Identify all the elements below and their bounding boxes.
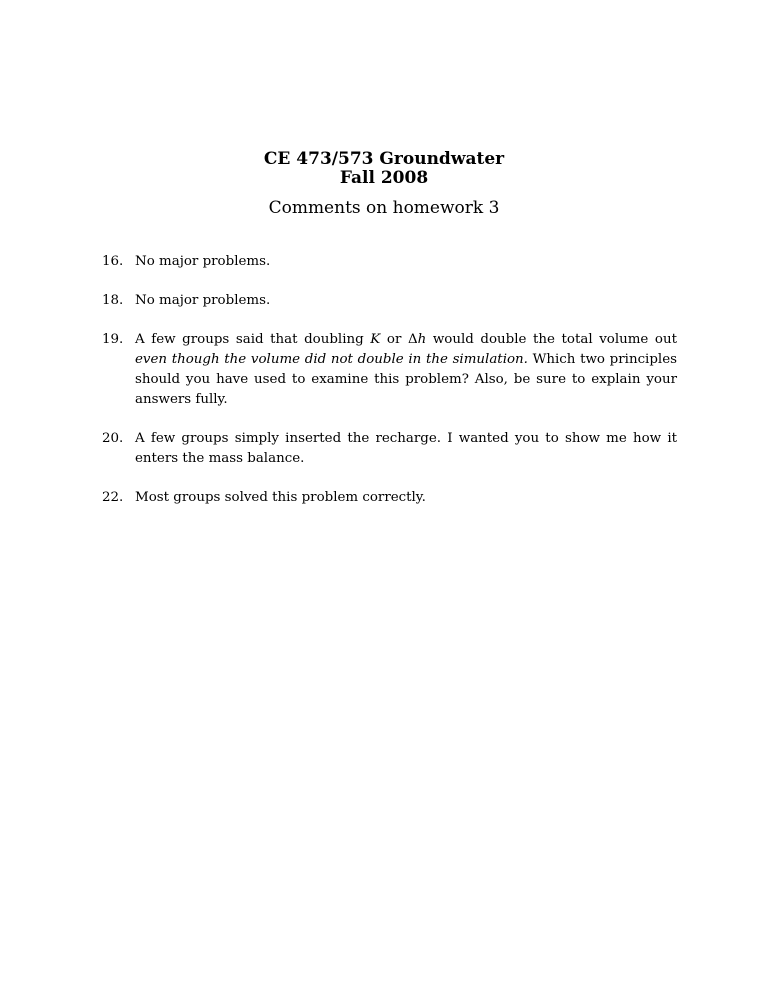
comment-item-18 [102,291,677,311]
comment-text-part: or [380,332,408,347]
comment-item-19 [102,330,677,410]
comment-number: 19. [102,332,124,347]
comment-text-part: Which two principles should you have used to examine this problem? Also, be sure to explain your answers fully. [135,352,677,407]
comment-number: 22. [102,490,124,505]
comment-number: 20. [102,431,124,446]
comment-text-part: A few groups said that doubling [135,332,371,347]
math-variable-k: K [370,332,381,347]
math-variable-h: h [417,332,427,347]
document-subtitle: Comments on homework 3 [268,198,500,218]
comment-text: Most groups solved this problem correctly. [135,490,426,505]
comment-text: No major problems. [135,293,271,308]
comment-item-22 [102,488,677,508]
comment-text: A few groups simply inserted the recharge. I wanted you to show me how it enters the mass balance. [135,431,677,466]
term-title: Fall 2008 [339,168,429,188]
comment-text-part: would double the total volume out [426,332,678,347]
comment-item-16 [102,252,677,272]
course-title: CE 473/573 Groundwater [263,149,505,169]
comment-item-20 [102,429,677,469]
document-header [0,150,768,218]
comments-list [102,252,677,527]
comment-number: 18. [102,293,124,308]
comment-number: 16. [102,254,124,269]
comment-text: No major problems. [135,254,271,269]
delta-symbol: Δ [407,332,418,347]
emphasized-text: even though the volume did not double in the simulation. [135,352,528,367]
